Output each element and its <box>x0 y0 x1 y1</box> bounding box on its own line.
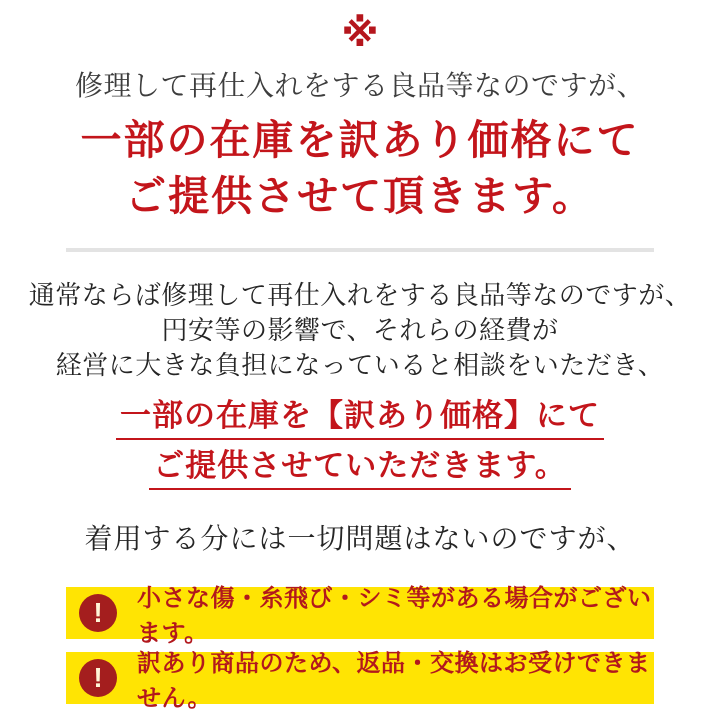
emphasis-block <box>0 397 720 497</box>
exclamation-icon: ! <box>79 594 117 632</box>
body-paragraph <box>0 278 720 383</box>
emphasis-row <box>0 447 720 497</box>
section-divider <box>66 248 654 252</box>
notice-banners <box>0 585 720 712</box>
notice-text: 小さな傷・糸飛び・シミ等がある場合がございます。 <box>137 585 652 647</box>
body-line-3: 経営に大きな負担になっていると相談をいただき、 <box>55 350 665 380</box>
headline-line-2: ご提供させて頂きます。 <box>125 173 595 219</box>
emphasis-line-2: ご提供させていただきます。 <box>149 447 571 490</box>
intro-line: 修理して再仕入れをする良品等なのですが、 <box>74 70 645 101</box>
reference-mark: ※ <box>341 13 379 55</box>
headline <box>0 112 720 224</box>
notice-banner-no-returns <box>66 650 654 712</box>
notice-text: 訳あり商品のため、返品・交換はお受けできません。 <box>137 650 651 712</box>
body-line-2: 円安等の影響で、それらの経費が <box>161 315 559 345</box>
emphasis-row <box>0 397 720 447</box>
notice-banner-flaws <box>66 585 654 647</box>
headline-line-1: 一部の在庫を訳あり価格にて <box>80 117 640 163</box>
assurance-line: 着用する分には一切問題はないのですが、 <box>84 523 636 554</box>
exclamation-icon: ! <box>79 659 117 697</box>
emphasis-line-1: 一部の在庫を【訳あり価格】にて <box>116 397 604 440</box>
body-line-1: 通常ならば修理して再仕入れをする良品等なのですが、 <box>28 280 692 310</box>
